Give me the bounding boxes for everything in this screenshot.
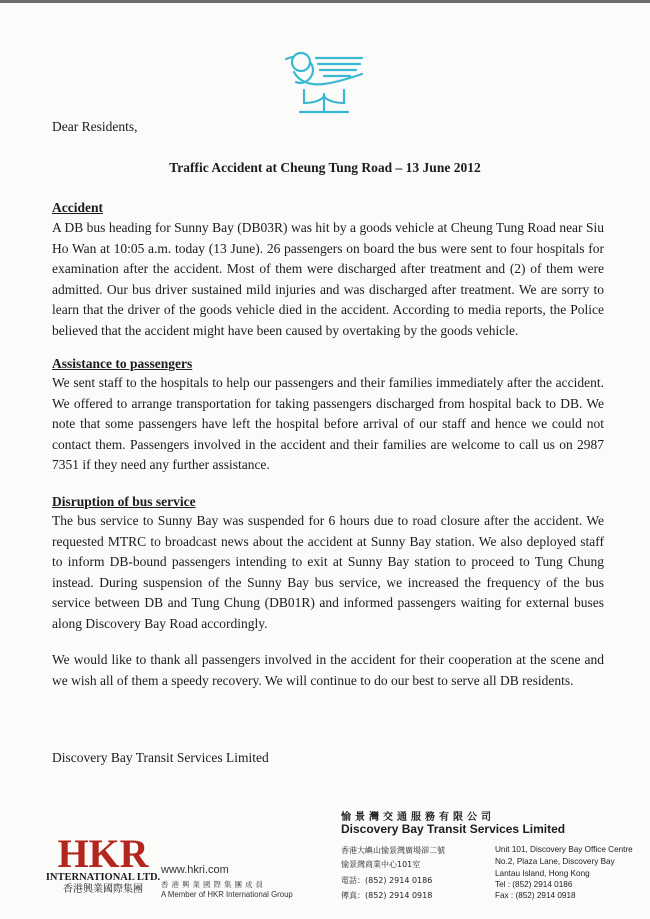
top-border bbox=[0, 0, 650, 3]
hkr-website: www.hkri.com bbox=[161, 864, 229, 876]
hkr-logo-text: HKR bbox=[57, 831, 149, 876]
address-cn-line: 愉景灣商業中心101室 bbox=[341, 860, 421, 869]
phone-en: Tel : (852) 2914 0186 bbox=[495, 880, 573, 889]
letter-title: Traffic Accident at Cheung Tung Road – 13 June 2012 bbox=[169, 160, 481, 175]
heading-assistance: Assistance to passengers bbox=[52, 356, 193, 371]
disruption-paragraph: The bus service to Sunny Bay was suspended for 6 hours due to road closure after the accident. We requested MTRC to broadcast news about the accident at Sunny Bay station. We also deployed staff to inform DB-bound passengers intending to exit at Sunny Bay station to proceed to Tung Chung instead. During suspension of the Sunny Bay bus service, we increased the frequency of the bus service between DB and Tung Chung (DB01R) and informed passengers waiting for external buses along Discovery Bay Road accordingly. bbox=[52, 513, 604, 631]
signature: Discovery Bay Transit Services Limited bbox=[52, 750, 269, 765]
address-en-line: No.2, Plaza Lane, Discovery Bay bbox=[495, 857, 615, 866]
closing-paragraph: We would like to thank all passengers involved in the accident for their cooperation at the scene and we wish all of them a speedy recovery. We will continue to do our best to serve all DB residents. bbox=[52, 652, 604, 688]
bird-logo-icon bbox=[284, 48, 364, 116]
hkr-logo-sub: INTERNATIONAL LTD. bbox=[45, 872, 161, 883]
company-name-cn: 愉景灣交通服務有限公司 bbox=[341, 812, 495, 823]
company-name-en: Discovery Bay Transit Services Limited bbox=[341, 822, 566, 836]
phone-cn: 電話：(852) 2914 0186 bbox=[341, 876, 433, 885]
fax-cn: 傳真：(852) 2914 0918 bbox=[341, 891, 433, 900]
address-en-line: Unit 101, Discovery Bay Office Centre bbox=[495, 845, 633, 854]
hkr-logo bbox=[45, 831, 161, 895]
fax-en: Fax : (852) 2914 0918 bbox=[495, 891, 576, 900]
greeting: Dear Residents, bbox=[52, 119, 138, 134]
hkr-member-en: A Member of HKR International Group bbox=[161, 890, 293, 899]
address-cn-line: 香港大嶼山愉景灣廣場卻二號 bbox=[341, 846, 445, 855]
accident-paragraph: A DB bus heading for Sunny Bay (DB03R) was hit by a goods vehicle at Cheung Tung Road near Siu Ho Wan at 10:05 a.m. today (13 June). 26 passengers on board the bus were sent to four hospitals for examination after the accident. Most of them were discharged after treatment and (2) of them were admitted. Our bus driver sustained mild injuries and was discharged after treatment. We are sorry to learn that the driver of the goods vehicle died in the accident. According to media reports, the Police believed that the accident might have been caused by overtaking by the goods vehicle. bbox=[52, 220, 604, 338]
heading-disruption: Disruption of bus service bbox=[52, 494, 196, 509]
hkr-member-cn: 香港興業國際集團成員 bbox=[161, 880, 266, 889]
hkr-logo-cn: 香港興業國際集團 bbox=[63, 884, 143, 895]
address-en-line: Lantau Island, Hong Kong bbox=[495, 869, 590, 878]
heading-accident: Accident bbox=[52, 200, 103, 215]
assistance-paragraph: We sent staff to the hospitals to help our passengers and their families immediately after the accident. We offered to arrange transportation for taking passengers discharged from hospital back to DB. We note that some passengers have left the hospital before arrival of our staff and hence we could not contact them. Passengers involved in the accident and their families are welcome to call us on 2987 7351 if they need any further assistance. bbox=[52, 375, 604, 472]
